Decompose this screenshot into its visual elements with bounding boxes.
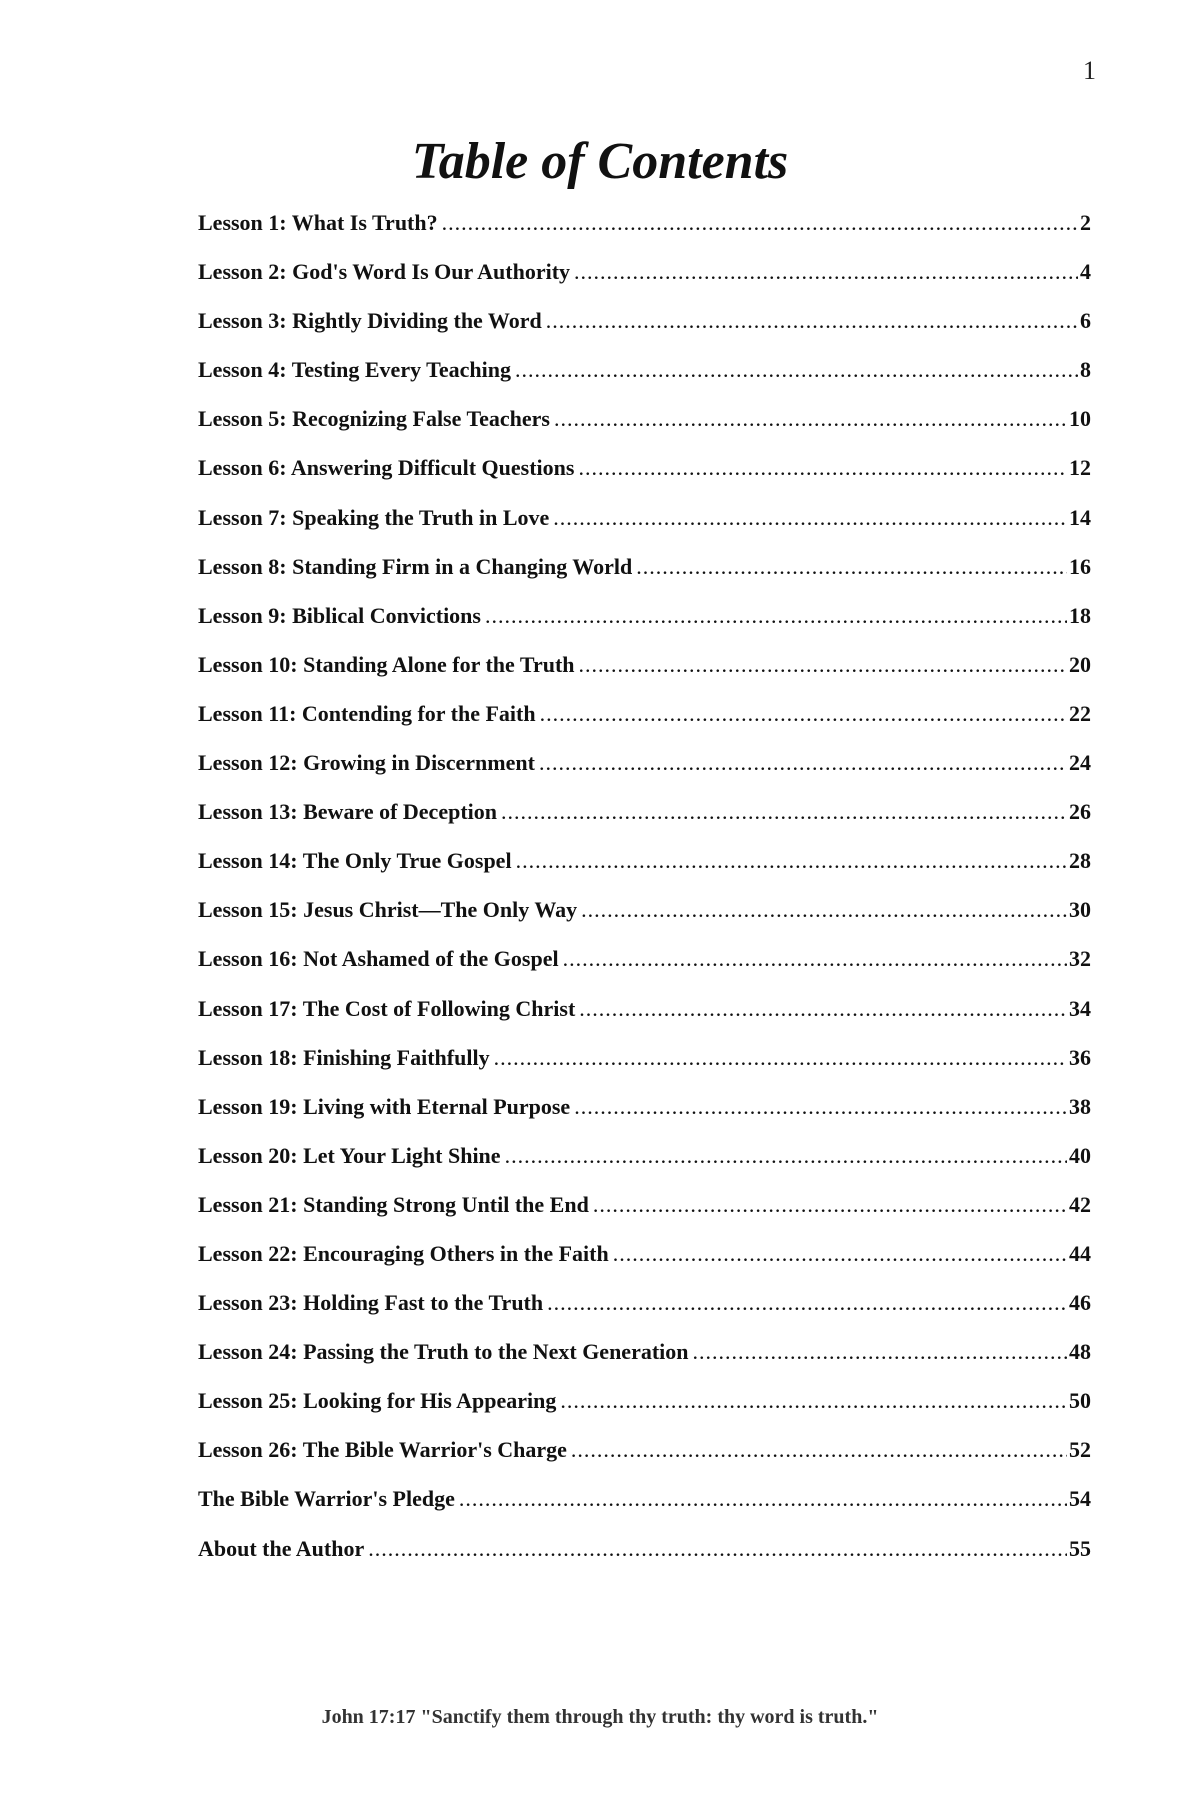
toc-entry-page: 28	[1069, 848, 1091, 874]
toc-dot-leader	[571, 1437, 1067, 1463]
toc-entry[interactable]	[198, 505, 1091, 554]
toc-dot-leader	[581, 897, 1067, 923]
toc-entry-page: 42	[1069, 1191, 1091, 1217]
toc-entry[interactable]	[198, 1536, 1091, 1585]
toc-entry-label: Lesson 15: Jesus Christ—The Only Way	[198, 897, 578, 923]
toc-dot-leader	[578, 455, 1067, 481]
toc-entry-page: 16	[1069, 553, 1091, 579]
toc-entry-page: 30	[1069, 897, 1091, 923]
toc-entry-page: 24	[1069, 750, 1091, 776]
toc-entry-label: Lesson 12: Growing in Discernment	[198, 750, 535, 776]
toc-entry-label: Lesson 17: The Cost of Following Christ	[198, 995, 576, 1021]
toc-entry-label: Lesson 2: God's Word Is Our Authority	[198, 259, 571, 285]
footer-verse: John 17:17 "Sanctify them through thy truth: thy word is truth."	[321, 1706, 879, 1728]
toc-entry[interactable]	[198, 1437, 1091, 1486]
toc-entry-page: 12	[1069, 455, 1091, 481]
toc-entry-page: 36	[1069, 1044, 1091, 1070]
toc-dot-leader	[546, 308, 1078, 334]
toc-entry-label: Lesson 3: Rightly Dividing the Word	[198, 308, 542, 334]
toc-entry[interactable]	[198, 897, 1091, 946]
toc-entry-page: 48	[1069, 1339, 1091, 1365]
toc-entry-label: Lesson 6: Answering Difficult Questions	[198, 455, 575, 481]
toc-entry[interactable]	[198, 799, 1091, 848]
toc-dot-leader	[693, 1339, 1067, 1365]
toc-dot-leader	[553, 505, 1067, 531]
toc-entry-page: 44	[1069, 1240, 1091, 1266]
toc-entry-label: Lesson 22: Encouraging Others in the Faith	[198, 1240, 609, 1266]
toc-entry-label: Lesson 1: What Is Truth?	[198, 210, 438, 235]
toc-dot-leader	[540, 701, 1067, 727]
toc-entry-page: 14	[1069, 504, 1091, 530]
toc-entry-page: 6	[1080, 308, 1091, 334]
toc-entry-page: 2	[1080, 210, 1091, 235]
toc-entry[interactable]	[198, 1290, 1091, 1339]
toc-dot-leader	[554, 406, 1067, 432]
toc-entry-page: 32	[1069, 946, 1091, 972]
toc-entry-page: 34	[1069, 995, 1091, 1021]
toc-entry-page: 52	[1069, 1437, 1091, 1463]
toc-entry[interactable]	[198, 996, 1091, 1045]
toc-dot-leader	[515, 357, 1078, 383]
toc-dot-leader	[547, 1290, 1067, 1316]
toc-dot-leader	[442, 210, 1078, 236]
toc-entry[interactable]	[198, 701, 1091, 750]
toc-entry-label: Lesson 10: Standing Alone for the Truth	[198, 651, 575, 677]
page-title: Table of Contents	[411, 133, 789, 190]
toc-entry[interactable]	[198, 554, 1091, 603]
toc-entry[interactable]	[198, 406, 1091, 455]
toc-entry-page: 55	[1069, 1535, 1091, 1561]
toc-dot-leader	[579, 652, 1067, 678]
toc-dot-leader	[485, 603, 1067, 629]
table-of-contents	[198, 210, 1091, 1585]
toc-dot-leader	[459, 1486, 1067, 1512]
toc-entry-label: Lesson 9: Biblical Convictions	[198, 602, 481, 628]
toc-entry-label: Lesson 21: Standing Strong Until the End	[198, 1191, 589, 1217]
toc-entry[interactable]	[198, 750, 1091, 799]
toc-entry-page: 50	[1069, 1388, 1091, 1414]
toc-dot-leader	[613, 1241, 1067, 1267]
toc-entry-label: Lesson 14: The Only True Gospel	[198, 848, 512, 874]
toc-entry-page: 40	[1069, 1142, 1091, 1168]
toc-dot-leader	[494, 1045, 1067, 1071]
toc-entry[interactable]	[198, 210, 1091, 259]
toc-entry-label: Lesson 16: Not Ashamed of the Gospel	[198, 946, 559, 972]
toc-entry-page: 26	[1069, 799, 1091, 825]
toc-entry-label: Lesson 4: Testing Every Teaching	[198, 357, 511, 383]
toc-entry[interactable]	[198, 1339, 1091, 1388]
toc-dot-leader	[516, 848, 1067, 874]
toc-entry-page: 10	[1069, 406, 1091, 432]
toc-entry-label: Lesson 7: Speaking the Truth in Love	[198, 504, 550, 530]
toc-entry-page: 46	[1069, 1290, 1091, 1316]
toc-entry-page: 54	[1069, 1486, 1091, 1512]
toc-entry[interactable]	[198, 1388, 1091, 1437]
toc-entry-page: 38	[1069, 1093, 1091, 1119]
page-number: 1	[1083, 56, 1096, 85]
toc-entry-page: 4	[1080, 259, 1091, 285]
toc-dot-leader	[593, 1192, 1067, 1218]
toc-entry[interactable]	[198, 1241, 1091, 1290]
toc-entry-label: Lesson 26: The Bible Warrior's Charge	[198, 1437, 567, 1463]
toc-entry[interactable]	[198, 1045, 1091, 1094]
toc-entry-page: 22	[1069, 700, 1091, 726]
toc-dot-leader	[574, 259, 1078, 285]
toc-entry-label: Lesson 13: Beware of Deception	[198, 799, 497, 825]
toc-dot-leader	[574, 1094, 1067, 1120]
toc-entry[interactable]	[198, 308, 1091, 357]
toc-dot-leader	[636, 554, 1067, 580]
toc-entry-page: 20	[1069, 651, 1091, 677]
toc-entry-label: Lesson 23: Holding Fast to the Truth	[198, 1290, 544, 1316]
toc-entry[interactable]	[198, 1094, 1091, 1143]
toc-dot-leader	[368, 1536, 1067, 1562]
toc-entry[interactable]	[198, 652, 1091, 701]
toc-entry-label: Lesson 5: Recognizing False Teachers	[198, 406, 550, 432]
toc-entry[interactable]	[198, 1143, 1091, 1192]
toc-entry[interactable]	[198, 603, 1091, 652]
toc-dot-leader	[501, 799, 1067, 825]
toc-entry[interactable]	[198, 455, 1091, 504]
toc-entry-label: Lesson 18: Finishing Faithfully	[198, 1044, 490, 1070]
toc-entry-label: Lesson 25: Looking for His Appearing	[198, 1388, 557, 1414]
toc-entry-page: 8	[1080, 357, 1091, 383]
toc-entry-label: Lesson 11: Contending for the Faith	[198, 700, 536, 726]
toc-entry[interactable]	[198, 1486, 1091, 1535]
toc-entry-label: Lesson 8: Standing Firm in a Changing World	[198, 553, 633, 579]
toc-dot-leader	[505, 1143, 1067, 1169]
toc-entry[interactable]	[198, 1192, 1091, 1241]
toc-entry-label: Lesson 24: Passing the Truth to the Next Generation	[198, 1339, 689, 1365]
toc-entry[interactable]	[198, 848, 1091, 897]
toc-entry-label: About the Author	[198, 1535, 365, 1561]
toc-dot-leader	[560, 1388, 1067, 1414]
toc-entry-label: The Bible Warrior's Pledge	[198, 1486, 455, 1512]
toc-entry[interactable]	[198, 259, 1091, 308]
toc-entry-page: 18	[1069, 602, 1091, 628]
toc-dot-leader	[539, 750, 1067, 776]
toc-dot-leader	[563, 946, 1067, 972]
toc-entry[interactable]	[198, 946, 1091, 995]
toc-entry-label: Lesson 20: Let Your Light Shine	[198, 1142, 501, 1168]
toc-dot-leader	[579, 996, 1067, 1022]
toc-entry[interactable]	[198, 357, 1091, 406]
toc-entry-label: Lesson 19: Living with Eternal Purpose	[198, 1093, 571, 1119]
